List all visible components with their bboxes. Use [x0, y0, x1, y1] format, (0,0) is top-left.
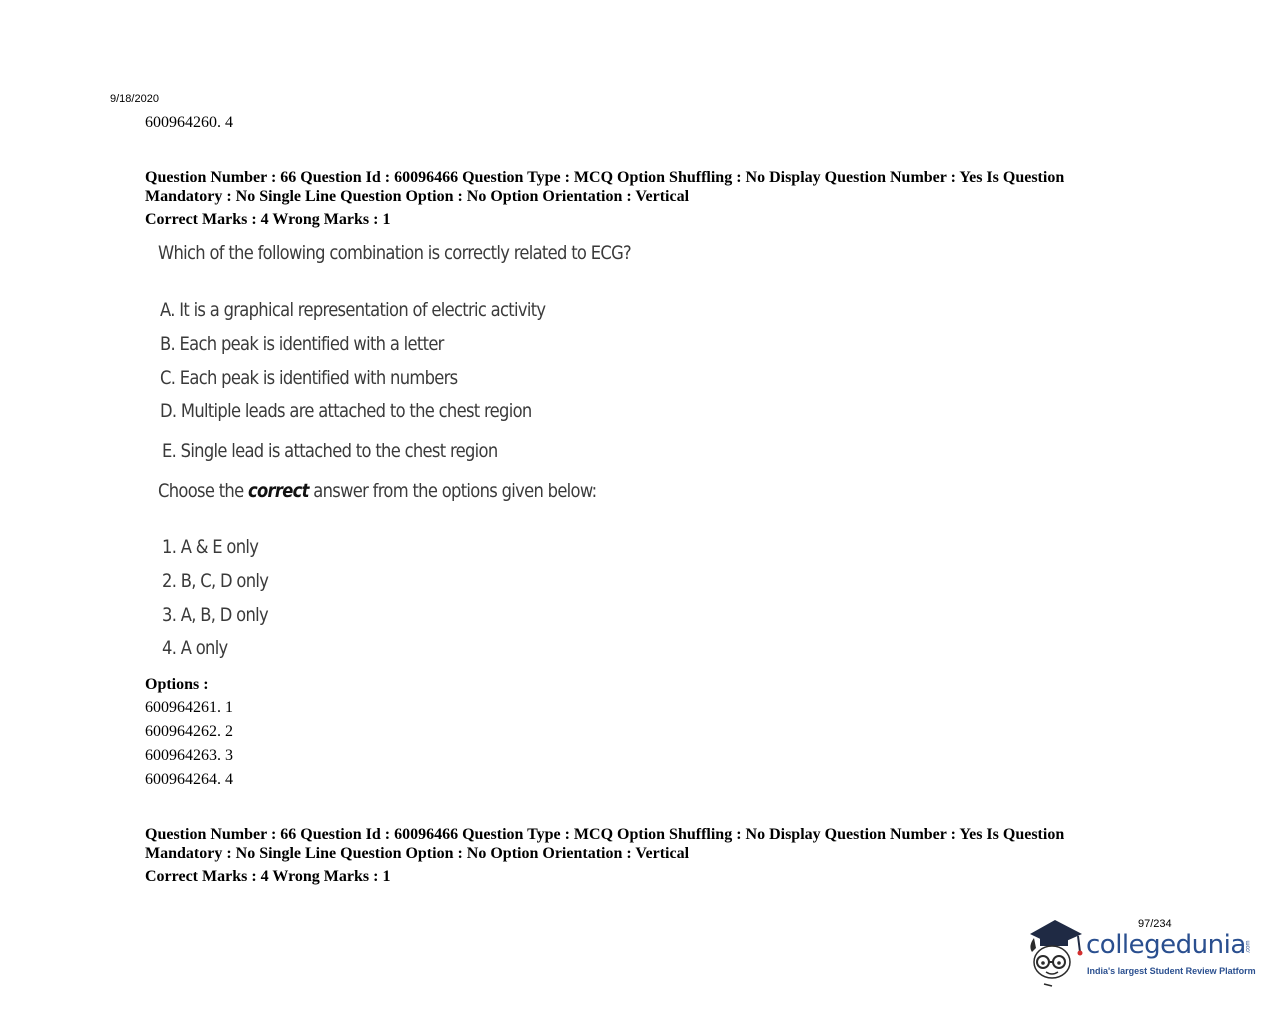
answer-4: 4. A only: [162, 637, 228, 659]
option-1: 600964261. 1: [145, 699, 233, 716]
print-date: 9/18/2020: [110, 93, 159, 105]
answer-2: 2. B, C, D only: [162, 570, 269, 592]
brand-tagline: India's largest Student Review Platform: [1087, 966, 1256, 976]
statement-e: E. Single lead is attached to the chest region: [162, 440, 498, 462]
mascot-logo-icon: [1024, 918, 1086, 988]
page-number: 97/234: [1138, 918, 1172, 930]
previous-option: 600964260. 4: [145, 114, 233, 131]
choose-pre: Choose the: [158, 480, 248, 502]
next-question-meta-line2: Mandatory : No Single Line Question Option : No Option Orientation : Vertical: [145, 845, 690, 862]
brand-name: collegedunia: [1086, 930, 1246, 960]
option-3: 600964263. 3: [145, 747, 233, 764]
statement-c: C. Each peak is identified with numbers: [160, 367, 458, 389]
question-stem: Which of the following combination is correctly related to ECG?: [158, 242, 632, 264]
option-2: 600964262. 2: [145, 723, 233, 740]
choose-instruction: [158, 480, 596, 502]
question-meta-line2: Mandatory : No Single Line Question Option : No Option Orientation : Vertical: [145, 188, 690, 205]
next-question-meta-line1: Question Number : 66 Question Id : 60096466 Question Type : MCQ Option Shuffling : No Display Question Number : Yes Is Question: [145, 826, 1065, 843]
next-question-marks: Correct Marks : 4 Wrong Marks : 1: [145, 868, 391, 885]
brand-suffix: .com: [1245, 940, 1252, 954]
question-meta-line1: Question Number : 66 Question Id : 60096466 Question Type : MCQ Option Shuffling : No Display Question Number : Yes Is Question: [145, 169, 1065, 186]
choose-post: answer from the options given below:: [308, 480, 597, 502]
answer-1: 1. A & E only: [162, 536, 259, 558]
statement-a: A. It is a graphical representation of electric activity: [160, 299, 546, 321]
next-question-meta: [145, 825, 1155, 863]
options-label: Options :: [145, 676, 209, 693]
question-meta: [145, 168, 1155, 206]
answer-3: 3. A, B, D only: [162, 604, 268, 626]
question-marks: Correct Marks : 4 Wrong Marks : 1: [145, 211, 391, 228]
statement-b: B. Each peak is identified with a letter: [160, 333, 444, 355]
statement-d: D. Multiple leads are attached to the chest region: [160, 400, 532, 422]
option-4: 600964264. 4: [145, 771, 233, 788]
choose-bold: correct: [247, 480, 309, 502]
